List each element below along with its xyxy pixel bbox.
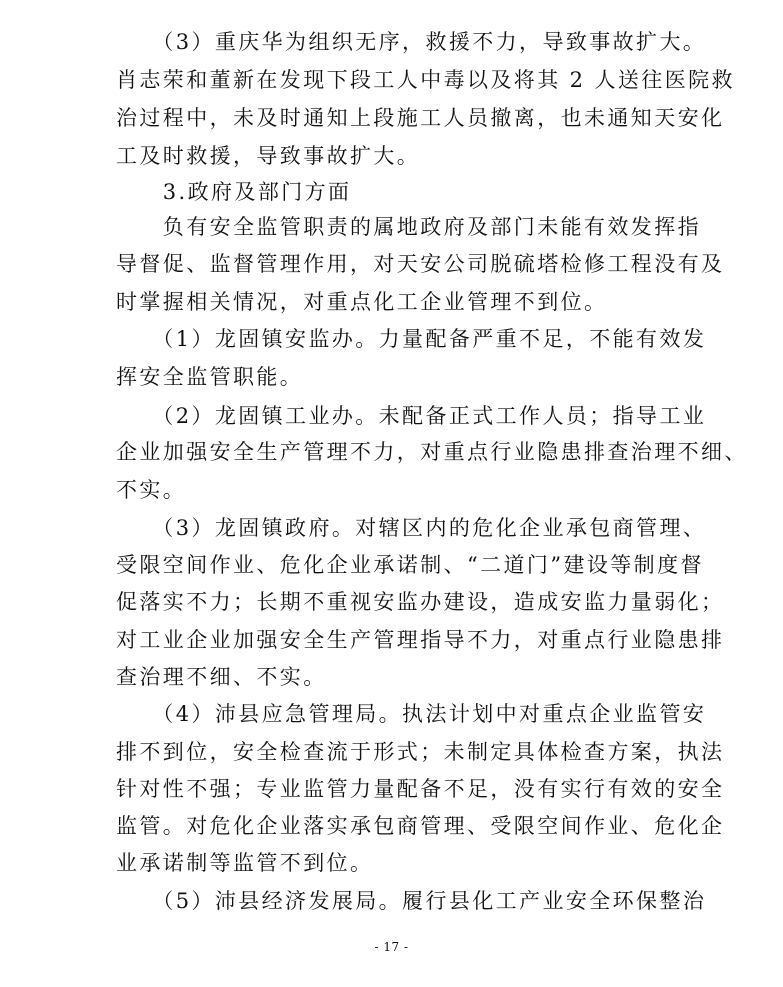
- text-line: 工及时救援，导致事故扩大。: [116, 144, 421, 168]
- text-line: 挥安全监管职能。: [116, 365, 304, 389]
- text-line: 针对性不强；专业监管力量配备不足，没有实行有效的安全: [116, 777, 725, 801]
- text-line: 排不到位，安全检查流于形式；未制定具体检查方案，执法: [116, 740, 725, 764]
- text-line: 时掌握相关情况，对重点化工企业管理不到位。: [116, 290, 608, 314]
- text-line: （1）龙固镇安监办。力量配备严重不足，不能有效发: [116, 327, 707, 351]
- text-line: 负有安全监管职责的属地政府及部门未能有效发挥指: [116, 215, 701, 239]
- text-line: 受限空间作业、危化企业承诺制、“二道门”建设等制度督: [116, 553, 704, 577]
- text-line: 治过程中，未及时通知上段施工人员撤离，也未通知天安化: [116, 106, 725, 130]
- text-line: （5）沛县经济发展局。履行县化工产业安全环保整治: [116, 889, 707, 913]
- page-number: - 17 -: [374, 940, 409, 954]
- text-line: （3）重庆华为组织无序，救援不力，导致事故扩大。: [116, 30, 707, 54]
- text-line: 肖志荣和董新在发现下段工人中毒以及将其 2 人送往医院救: [116, 68, 735, 92]
- section-heading: 3.政府及部门方面: [116, 180, 352, 204]
- text-line: 对工业企业加强安全生产管理指导不力，对重点行业隐患排: [116, 628, 725, 652]
- text-line: 促落实不力；长期不重视安监办建设，造成安监力量弱化；: [116, 590, 725, 614]
- text-line: 查治理不细、不实。: [116, 665, 327, 689]
- text-line: 不实。: [116, 478, 187, 502]
- text-line: 监管。对危化企业落实承包商管理、受限空间作业、危化企: [116, 814, 725, 838]
- text-line: （3）龙固镇政府。对辖区内的危化企业承包商管理、: [116, 516, 707, 540]
- text-line: 业承诺制等监管不到位。: [116, 851, 374, 875]
- text-line: 导督促、监督管理作用，对天安公司脱硫塔检修工程没有及: [116, 252, 725, 276]
- text-line: （2）龙固镇工业办。未配备正式工作人员；指导工业: [116, 404, 707, 428]
- text-line: 企业加强安全生产管理不力，对重点行业隐患排查治理不细、: [116, 440, 748, 464]
- text-line: （4）沛县应急管理局。执法计划中对重点企业监管安: [116, 702, 707, 726]
